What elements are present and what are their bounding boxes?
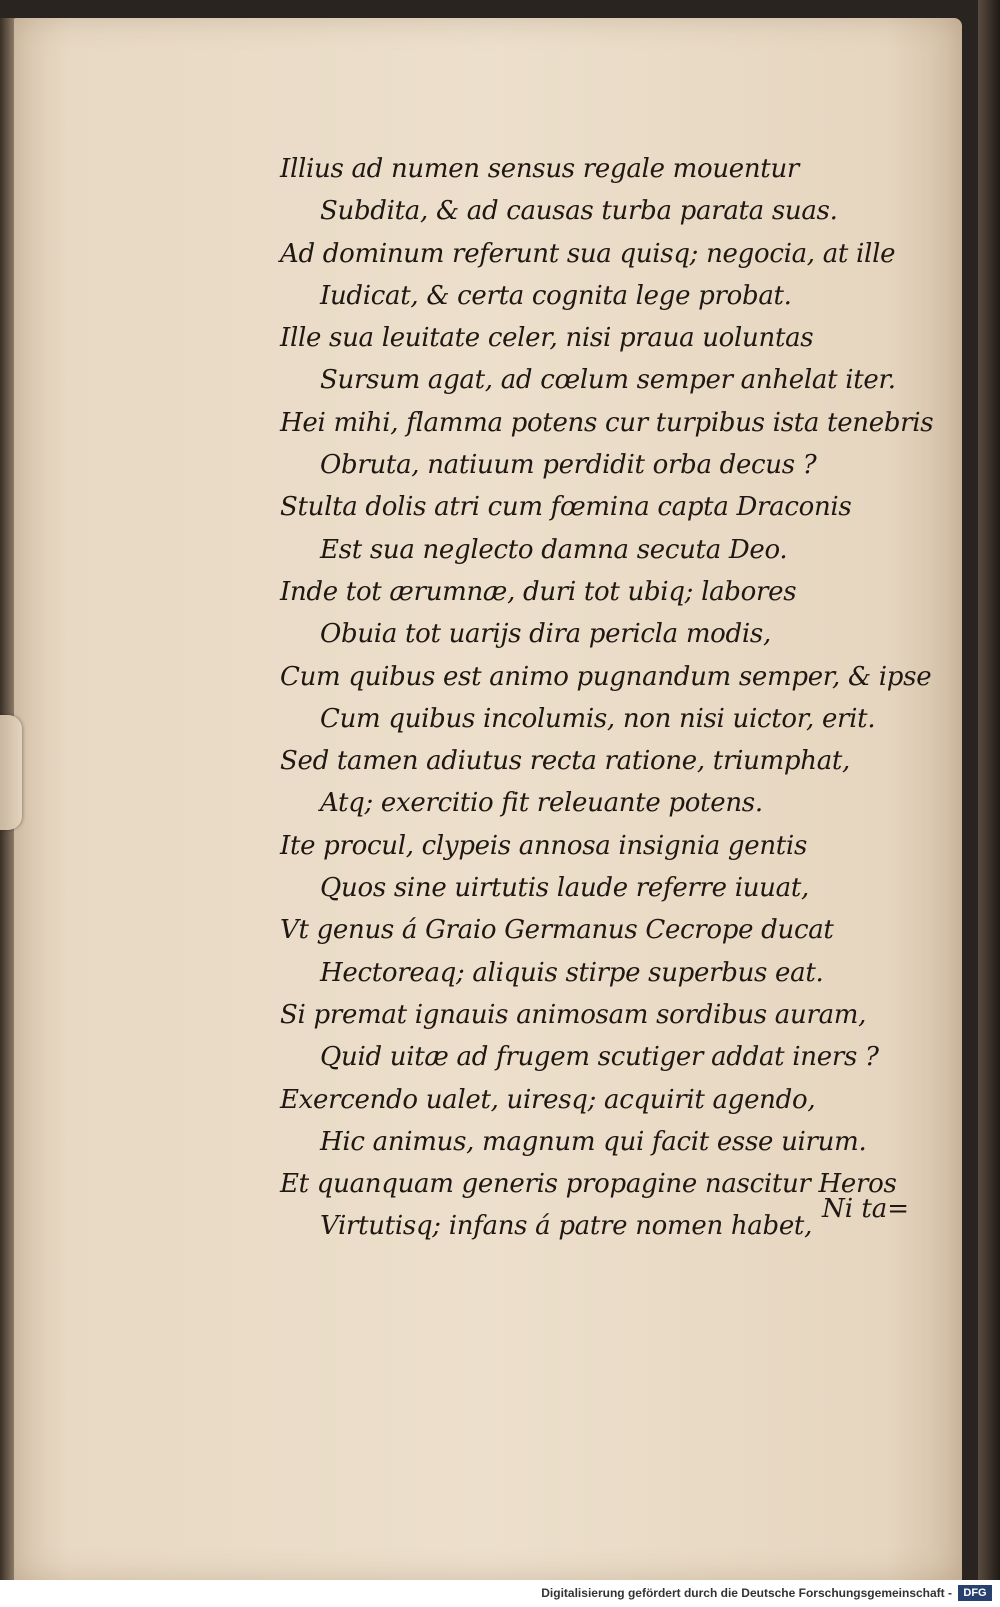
verse-line: Cum quibus incolumis, non nisi uictor, erit.: [320, 703, 876, 734]
verse-line: Quos sine uirtutis laude referre iuuat,: [320, 873, 809, 904]
verse-line: Est sua neglecto damna secuta Deo.: [320, 534, 788, 565]
verse-line: Atq; exercitio fit releuante potens.: [320, 788, 763, 819]
verse-line: Ite procul, clypeis annosa insignia gentis: [280, 830, 807, 861]
verse-line: Ille sua leuitate celer, nisi praua uoluntas: [280, 323, 814, 354]
verse-line: Stulta dolis atri cum fœmina capta Draconis: [280, 492, 852, 523]
verse-line: Si premat ignauis animosam sordibus auram,: [280, 999, 867, 1030]
page-tab: [0, 715, 22, 830]
verse-line: Ad dominum referunt sua quisq; negocia, at ille: [280, 238, 896, 269]
verse-line: Hei mihi, flamma potens cur turpibus ista tenebris: [280, 407, 934, 438]
verse-line: Iudicat, & certa cognita lege probat.: [320, 280, 792, 311]
dfg-logo-icon: DFG: [958, 1585, 992, 1601]
verse-line: Obuia tot uarijs dira pericla modis,: [320, 619, 771, 650]
verse-line: Obruta, natiuum perdidit orba decus ?: [320, 450, 817, 481]
verse-text: [280, 148, 934, 1248]
verse-line: Vt genus á Graio Germanus Cecrope ducat: [280, 915, 834, 946]
verse-line: Inde tot ærumnæ, duri tot ubiq; labores: [280, 576, 797, 607]
verse-line: Et quanquam generis propagine nascitur Heros: [280, 1169, 897, 1200]
catchword: Ni ta=: [822, 1194, 910, 1224]
verse-line: Sursum agat, ad cœlum semper anhelat iter.: [320, 365, 896, 396]
verse-line: Illius ad numen sensus regale mouentur: [280, 154, 800, 184]
verse-line: Exercendo ualet, uiresq; acquirit agendo,: [280, 1084, 816, 1115]
verse-line: Virtutisq; infans á patre nomen habet,: [320, 1211, 813, 1242]
verse-line: Subdita, & ad causas turba parata suas.: [320, 196, 838, 227]
gutter-shadow: [978, 0, 1000, 1580]
funding-credit: Digitalisierung gefördert durch die Deutsche Forschungsgemeinschaft -: [541, 1586, 952, 1600]
verse-line: Hic animus, magnum qui facit esse uirum.: [320, 1126, 867, 1157]
verse-line: Sed tamen adiutus recta ratione, triumphat,: [280, 746, 851, 777]
verse-line: Cum quibus est animo pugnandum semper, & ipse: [280, 661, 932, 692]
digitization-footer: [0, 1580, 1000, 1607]
verse-line: Hectoreaq; aliquis stirpe superbus eat.: [320, 957, 824, 988]
verse-line: Quid uitæ ad frugem scutiger addat iners ?: [320, 1042, 879, 1073]
